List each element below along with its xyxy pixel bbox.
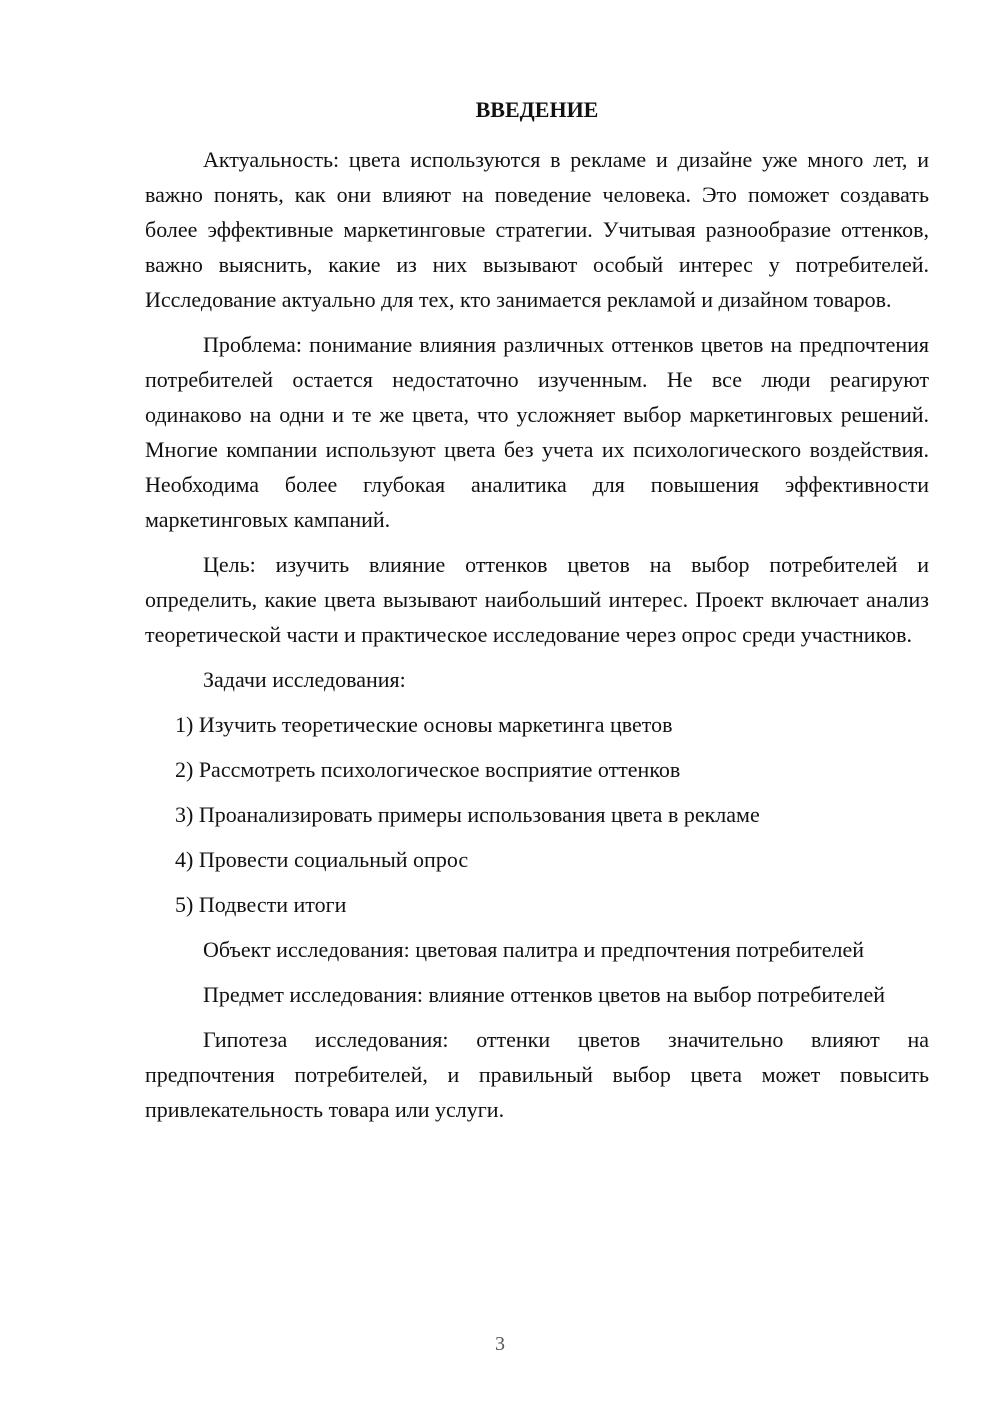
task-item-5: 5) Подвести итоги (175, 892, 347, 917)
page-title: ВВЕДЕНИЕ (475, 97, 599, 122)
page-content (145, 96, 929, 1137)
task-item-1: 1) Изучить теоретические основы маркетинга цветов (175, 712, 673, 737)
goal-paragraph: Цель: изучить влияние оттенков цветов на выбор потребителей и определить, какие цвета вызывают наибольший интерес. Проект включает анализ теоретической части и практическое исследование через опрос среди участников. (145, 552, 929, 647)
task-item-3: 3) Проанализировать примеры использования цвета в рекламе (175, 802, 760, 827)
page-number: 3 (495, 1333, 505, 1355)
relevance-paragraph: Актуальность: цвета используются в рекламе и дизайне уже много лет, и важно понять, как они влияют на поведение человека. Это поможет создавать более эффективные маркетинговые стратегии. Учитывая разнообразие оттенков, важно выяснить, какие из них вызывают особый интерес у потребителей. Исследование актуально для тех, кто занимается рекламой и дизайном товаров. (145, 147, 929, 312)
hypothesis-paragraph: Гипотеза исследования: оттенки цветов значительно влияют на предпочтения потребителей, и правильный выбор цвета может повысить привлекательность товара или услуги. (145, 1027, 929, 1122)
task-item-2: 2) Рассмотреть психологическое восприятие оттенков (175, 757, 681, 782)
tasks-heading: Задачи исследования: (203, 667, 406, 692)
task-item-4: 4) Провести социальный опрос (175, 847, 469, 872)
object-paragraph: Объект исследования: цветовая палитра и предпочтения потребителей (203, 937, 865, 962)
problem-paragraph: Проблема: понимание влияния различных оттенков цветов на предпочтения потребителей остается недостаточно изученным. Не все люди реагируют одинаково на одни и те же цвета, что усложняет выбор маркетинговых решений. Многие компании используют цвета без учета их психологического воздействия. Необходима более глубокая аналитика для повышения эффективности маркетинговых кампаний. (145, 332, 929, 532)
task-list (145, 707, 929, 922)
subject-paragraph: Предмет исследования: влияние оттенков цветов на выбор потребителей (203, 982, 886, 1007)
